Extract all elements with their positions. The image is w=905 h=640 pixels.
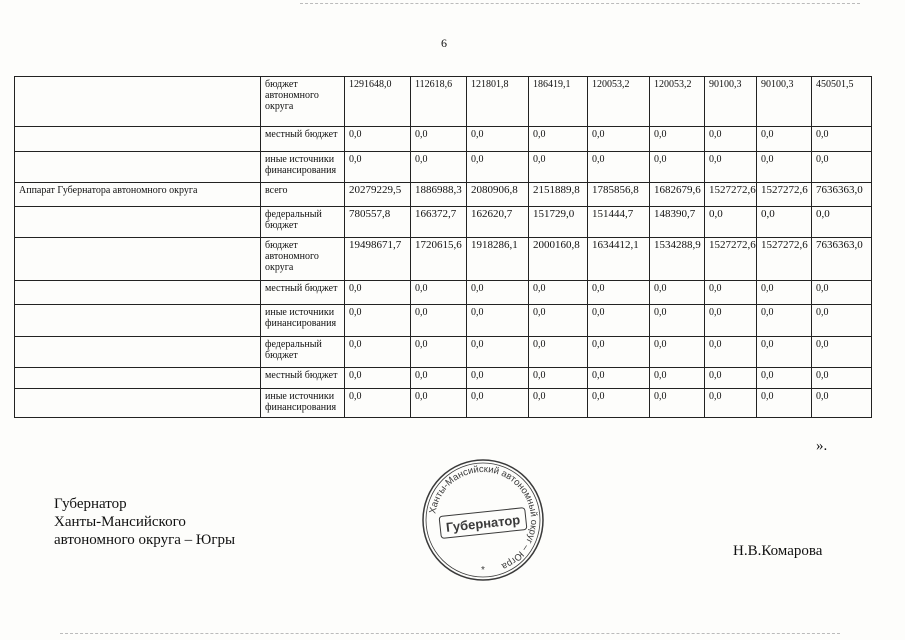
amount-cell: 166372,7 [411, 207, 467, 238]
amount-cell: 1534288,9 [650, 238, 705, 281]
funding-source-cell: иные источники финансирования [261, 389, 345, 418]
table-row [15, 77, 872, 127]
amount-cell: 0,0 [812, 127, 872, 152]
amount-cell: 0,0 [812, 389, 872, 418]
amount-cell: 121801,8 [467, 77, 529, 127]
amount-cell: 0,0 [650, 337, 705, 368]
amount-cell: 1527272,6 [705, 238, 757, 281]
organization-cell [15, 389, 261, 418]
amount-cell: 1527272,6 [757, 238, 812, 281]
amount-cell: 0,0 [529, 281, 588, 305]
amount-cell: 1785856,8 [588, 183, 650, 207]
amount-cell: 1918286,1 [467, 238, 529, 281]
organization-cell [15, 337, 261, 368]
signature-title-line-1: Губернатор [54, 496, 127, 512]
amount-cell: 0,0 [588, 281, 650, 305]
amount-cell: 0,0 [411, 281, 467, 305]
amount-cell: 0,0 [467, 368, 529, 389]
amount-cell: 0,0 [650, 281, 705, 305]
table-row [15, 368, 872, 389]
amount-cell: 0,0 [812, 152, 872, 183]
amount-cell: 0,0 [812, 337, 872, 368]
amount-cell: 0,0 [411, 305, 467, 337]
funding-source-cell: иные источники финансирования [261, 152, 345, 183]
amount-cell: 0,0 [757, 127, 812, 152]
amount-cell: 0,0 [411, 127, 467, 152]
signature-name: Н.В.Комарова [733, 543, 823, 559]
amount-cell: 0,0 [588, 337, 650, 368]
amount-cell: 0,0 [588, 389, 650, 418]
amount-cell: 90100,3 [705, 77, 757, 127]
table-row [15, 281, 872, 305]
amount-cell: 0,0 [345, 305, 411, 337]
amount-cell: 162620,7 [467, 207, 529, 238]
amount-cell: 0,0 [757, 368, 812, 389]
table-row [15, 152, 872, 183]
table-row [15, 305, 872, 337]
funding-source-cell: всего [261, 183, 345, 207]
table-row [15, 127, 872, 152]
table-row [15, 238, 872, 281]
amount-cell: 120053,2 [588, 77, 650, 127]
amount-cell: 2080906,8 [467, 183, 529, 207]
amount-cell: 0,0 [588, 127, 650, 152]
funding-source-cell: местный бюджет [261, 281, 345, 305]
amount-cell: 151444,7 [588, 207, 650, 238]
amount-cell: 0,0 [411, 337, 467, 368]
amount-cell: 0,0 [705, 368, 757, 389]
amount-cell: 0,0 [757, 152, 812, 183]
amount-cell: 120053,2 [650, 77, 705, 127]
amount-cell: 780557,8 [345, 207, 411, 238]
table-row [15, 337, 872, 368]
signature-title [54, 495, 235, 549]
amount-cell: 0,0 [467, 281, 529, 305]
amount-cell: 0,0 [650, 389, 705, 418]
amount-cell: 0,0 [345, 368, 411, 389]
table-row [15, 207, 872, 238]
budget-table [14, 76, 872, 418]
amount-cell: 2151889,8 [529, 183, 588, 207]
amount-cell: 0,0 [529, 152, 588, 183]
funding-source-cell: федеральный бюджет [261, 207, 345, 238]
organization-cell [15, 238, 261, 281]
signature-title-line-2: Ханты-Мансийского [54, 514, 186, 530]
funding-source-cell: иные источники финансирования [261, 305, 345, 337]
funding-source-cell: бюджет автономного округа [261, 77, 345, 127]
amount-cell: 20279229,5 [345, 183, 411, 207]
amount-cell: 112618,6 [411, 77, 467, 127]
page-number: 6 [441, 36, 447, 50]
scan-artifact-top [300, 3, 860, 4]
scan-artifact-bottom [60, 633, 840, 634]
closing-quote: ». [816, 438, 828, 454]
amount-cell: 0,0 [705, 127, 757, 152]
amount-cell: 2000160,8 [529, 238, 588, 281]
table-row [15, 389, 872, 418]
amount-cell: 151729,0 [529, 207, 588, 238]
amount-cell: 0,0 [529, 389, 588, 418]
amount-cell: 0,0 [529, 127, 588, 152]
amount-cell: 0,0 [467, 152, 529, 183]
organization-cell [15, 368, 261, 389]
seal-star: * [481, 565, 485, 576]
amount-cell: 1886988,3 [411, 183, 467, 207]
amount-cell: 0,0 [757, 207, 812, 238]
amount-cell: 0,0 [812, 305, 872, 337]
amount-cell: 0,0 [467, 305, 529, 337]
seal-ring-text: Ханты-Мансийский автономный округ – Югра [427, 463, 540, 572]
organization-cell [15, 77, 261, 127]
amount-cell: 0,0 [345, 281, 411, 305]
organization-cell [15, 305, 261, 337]
amount-cell: 1720615,6 [411, 238, 467, 281]
amount-cell: 0,0 [588, 305, 650, 337]
amount-cell: 0,0 [757, 305, 812, 337]
amount-cell: 0,0 [705, 305, 757, 337]
seal-center-text: Губернатор [445, 512, 521, 535]
amount-cell: 0,0 [812, 368, 872, 389]
amount-cell: 0,0 [529, 305, 588, 337]
amount-cell: 0,0 [705, 281, 757, 305]
amount-cell: 450501,5 [812, 77, 872, 127]
amount-cell: 0,0 [345, 389, 411, 418]
amount-cell: 90100,3 [757, 77, 812, 127]
amount-cell: 0,0 [650, 152, 705, 183]
amount-cell: 0,0 [411, 368, 467, 389]
amount-cell: 0,0 [705, 207, 757, 238]
table-row [15, 183, 872, 207]
organization-cell [15, 152, 261, 183]
amount-cell: 0,0 [529, 368, 588, 389]
amount-cell: 0,0 [588, 152, 650, 183]
amount-cell: 1527272,6 [757, 183, 812, 207]
amount-cell: 0,0 [650, 127, 705, 152]
seal-center-stamp [439, 508, 527, 539]
funding-source-cell: федеральный бюджет [261, 337, 345, 368]
amount-cell: 0,0 [529, 337, 588, 368]
official-seal [410, 457, 556, 583]
funding-source-cell: местный бюджет [261, 127, 345, 152]
signature-title-line-3: автономного округа – Югры [54, 532, 236, 548]
amount-cell: 0,0 [345, 337, 411, 368]
amount-cell: 0,0 [345, 152, 411, 183]
amount-cell: 0,0 [345, 127, 411, 152]
amount-cell: 1634412,1 [588, 238, 650, 281]
amount-cell: 0,0 [411, 389, 467, 418]
amount-cell: 0,0 [588, 368, 650, 389]
organization-cell [15, 281, 261, 305]
amount-cell: 0,0 [812, 281, 872, 305]
funding-source-cell: бюджет автономного округа [261, 238, 345, 281]
amount-cell: 0,0 [467, 337, 529, 368]
amount-cell: 0,0 [467, 389, 529, 418]
amount-cell: 0,0 [705, 152, 757, 183]
funding-source-cell: местный бюджет [261, 368, 345, 389]
amount-cell: 7636363,0 [812, 183, 872, 207]
amount-cell: 0,0 [705, 389, 757, 418]
organization-cell [15, 207, 261, 238]
amount-cell: 0,0 [757, 281, 812, 305]
amount-cell: 186419,1 [529, 77, 588, 127]
amount-cell: 0,0 [650, 368, 705, 389]
amount-cell: 0,0 [650, 305, 705, 337]
amount-cell: 0,0 [757, 389, 812, 418]
amount-cell: 0,0 [812, 207, 872, 238]
amount-cell: 1291648,0 [345, 77, 411, 127]
amount-cell: 148390,7 [650, 207, 705, 238]
budget-table-body [15, 77, 872, 418]
organization-cell: Аппарат Губернатора автономного округа [15, 183, 261, 207]
amount-cell: 19498671,7 [345, 238, 411, 281]
amount-cell: 0,0 [757, 337, 812, 368]
amount-cell: 1527272,6 [705, 183, 757, 207]
amount-cell: 0,0 [411, 152, 467, 183]
amount-cell: 0,0 [705, 337, 757, 368]
organization-cell [15, 127, 261, 152]
amount-cell: 1682679,6 [650, 183, 705, 207]
amount-cell: 0,0 [467, 127, 529, 152]
amount-cell: 7636363,0 [812, 238, 872, 281]
